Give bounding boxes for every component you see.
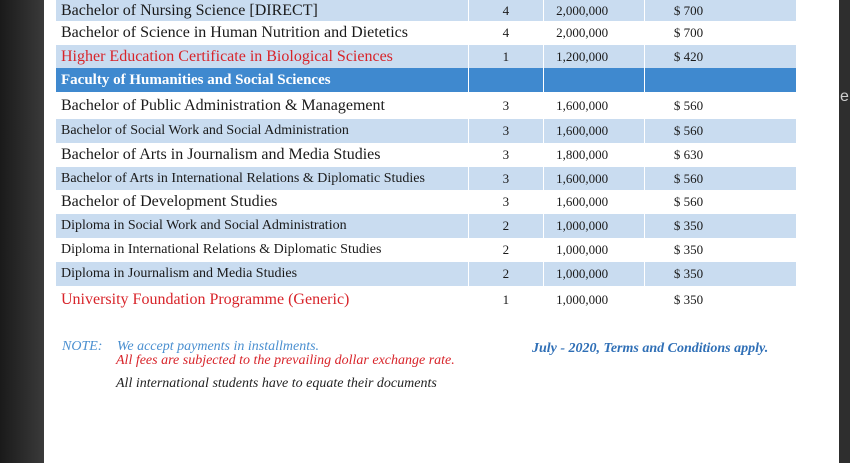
duration-years: 3 bbox=[468, 92, 544, 119]
table-row bbox=[56, 214, 797, 238]
program-name: Bachelor of Public Administration & Management bbox=[56, 92, 468, 119]
duration-years: 4 bbox=[468, 21, 544, 45]
duration-years: 2 bbox=[468, 262, 544, 286]
duration-years: 3 bbox=[468, 119, 544, 143]
program-name: Bachelor of Nursing Science [DIRECT] bbox=[56, 0, 468, 21]
program-name: Diploma in Journalism and Media Studies bbox=[56, 262, 468, 286]
table-row bbox=[56, 143, 797, 167]
fee-usd: $ 560 bbox=[644, 119, 796, 143]
table-row bbox=[56, 262, 797, 286]
fee-tzs: 2,000,000 bbox=[544, 21, 645, 45]
fee-usd: $ 560 bbox=[644, 190, 796, 214]
fee-usd: $ 700 bbox=[644, 21, 796, 45]
section-title: Faculty of Humanities and Social Sciences bbox=[56, 68, 468, 92]
fee-usd: $ 700 bbox=[644, 0, 796, 21]
table-row bbox=[56, 119, 797, 143]
duration-years: 4 bbox=[468, 0, 544, 21]
fee-usd: $ 350 bbox=[644, 214, 796, 238]
table-row bbox=[56, 286, 797, 313]
table-row bbox=[56, 45, 797, 68]
program-name: Bachelor of Development Studies bbox=[56, 190, 468, 214]
duration-years: 2 bbox=[468, 238, 544, 262]
table-row bbox=[56, 167, 797, 190]
fee-tzs: 1,000,000 bbox=[544, 238, 645, 262]
fee-usd: $ 560 bbox=[644, 92, 796, 119]
note-international-students: All international students have to equate their documents bbox=[116, 376, 437, 391]
fee-tzs: 1,600,000 bbox=[544, 92, 645, 119]
fee-tzs: 1,000,000 bbox=[544, 262, 645, 286]
right-background-edge bbox=[839, 0, 850, 463]
fee-usd: $ 350 bbox=[644, 262, 796, 286]
program-name: University Foundation Programme (Generic) bbox=[56, 286, 468, 313]
duration-years: 2 bbox=[468, 214, 544, 238]
program-name: Diploma in International Relations & Diplomatic Studies bbox=[56, 238, 468, 262]
table-row bbox=[56, 190, 797, 214]
fee-tzs: 1,600,000 bbox=[544, 119, 645, 143]
duration-years: 1 bbox=[468, 286, 544, 313]
program-name: Diploma in Social Work and Social Administration bbox=[56, 214, 468, 238]
program-name: Bachelor of Arts in International Relations & Diplomatic Studies bbox=[56, 167, 468, 190]
note-label: NOTE: bbox=[62, 339, 103, 354]
fee-tzs: 1,600,000 bbox=[544, 167, 645, 190]
table-row bbox=[56, 0, 797, 21]
program-name: Bachelor of Arts in Journalism and Media Studies bbox=[56, 143, 468, 167]
fee-tzs: 1,000,000 bbox=[544, 286, 645, 313]
program-name: Higher Education Certificate in Biological Sciences bbox=[56, 45, 468, 68]
duration-years: 3 bbox=[468, 167, 544, 190]
fee-tzs: 1,800,000 bbox=[544, 143, 645, 167]
fee-usd: $ 350 bbox=[644, 286, 796, 313]
fee-usd: $ 350 bbox=[644, 238, 796, 262]
fee-usd: $ 560 bbox=[644, 167, 796, 190]
terms-notice: July - 2020, Terms and Conditions apply. bbox=[532, 341, 769, 356]
fee-tzs: 2,000,000 bbox=[544, 0, 645, 21]
fees-table bbox=[56, 0, 797, 313]
fee-usd: $ 420 bbox=[644, 45, 796, 68]
left-background-edge bbox=[0, 0, 44, 463]
table-row bbox=[56, 238, 797, 262]
table-row bbox=[56, 21, 797, 45]
partial-background-letter: e bbox=[840, 88, 849, 105]
duration-years: 1 bbox=[468, 45, 544, 68]
table-row bbox=[56, 92, 797, 119]
duration-years: 3 bbox=[468, 143, 544, 167]
duration-years: 3 bbox=[468, 190, 544, 214]
fee-tzs: 1,600,000 bbox=[544, 190, 645, 214]
fee-tzs: 1,200,000 bbox=[544, 45, 645, 68]
fee-usd: $ 630 bbox=[644, 143, 796, 167]
program-name: Bachelor of Science in Human Nutrition and Dietetics bbox=[56, 21, 468, 45]
note-exchange-rate: All fees are subjected to the prevailing dollar exchange rate. bbox=[116, 353, 455, 368]
note-installments: We accept payments in installments. bbox=[117, 339, 320, 354]
fee-tzs: 1,000,000 bbox=[544, 214, 645, 238]
section-header-row bbox=[56, 68, 797, 92]
program-name: Bachelor of Social Work and Social Administration bbox=[56, 119, 468, 143]
